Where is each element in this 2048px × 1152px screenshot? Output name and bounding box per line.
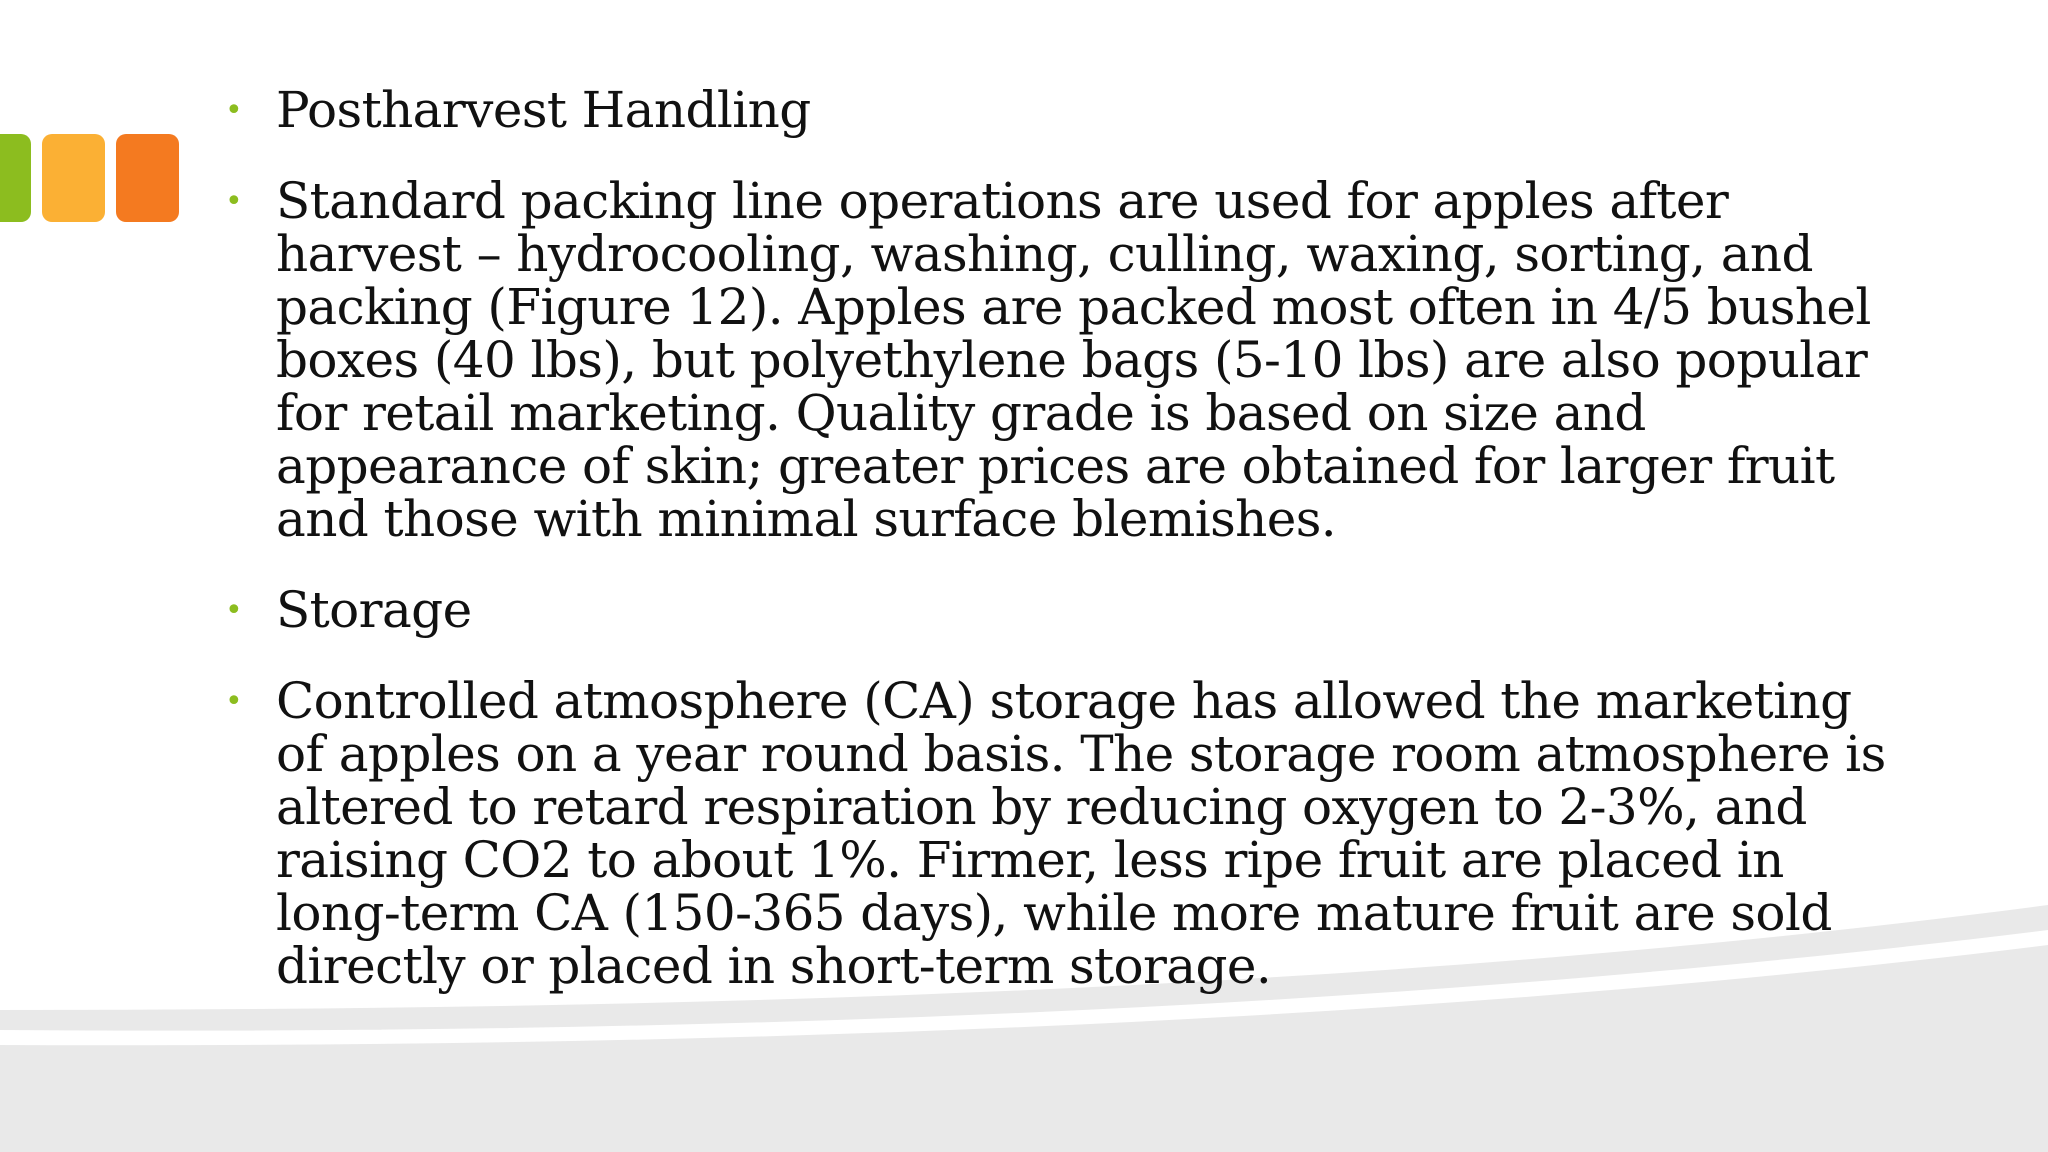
bullet-postharvest-handling <box>216 81 1816 139</box>
slide-content <box>216 81 1886 995</box>
bullet-text-line: boxes (40 lbs), but polyethylene bags (5-10 lbs) are also popular <box>276 331 1868 389</box>
bullet-text-line: directly or placed in short-term storage. <box>276 937 1272 995</box>
bullet-text-line: and those with minimal surface blemishes. <box>276 490 1337 548</box>
bullet-text-line: packing (Figure 12). Apples are packed most often in 4/5 bushel <box>276 278 1871 336</box>
accent-block-green <box>0 134 31 222</box>
bullet-packing-operations <box>216 172 1871 548</box>
bullet-text-line: long-term CA (150-365 days), while more mature fruit are sold <box>276 884 1832 942</box>
bullet-text-line: for retail marketing. Quality grade is based on size and <box>276 384 1646 442</box>
bullet-text-line: altered to retard respiration by reducing oxygen to 2-3%, and <box>276 778 1807 836</box>
accent-block-yellow <box>42 134 105 222</box>
bullet-text-line: Postharvest Handling <box>276 81 811 139</box>
bullet-text-line: of apples on a year round basis. The storage room atmosphere is <box>276 725 1886 783</box>
bullet-storage <box>216 581 1816 639</box>
bullet-text-line: Controlled atmosphere (CA) storage has allowed the marketing <box>276 672 1852 730</box>
bullet-text-line: Storage <box>276 581 472 639</box>
bullet-dot: • <box>225 593 243 628</box>
accent-block-orange <box>116 134 179 222</box>
bullet-text-line: appearance of skin; greater prices are obtained for larger fruit <box>276 437 1835 495</box>
bullet-text-line: harvest – hydrocooling, washing, culling, waxing, sorting, and <box>276 225 1813 283</box>
accent-blocks <box>0 134 180 224</box>
bullet-dot: • <box>225 184 243 219</box>
bullet-dot: • <box>225 684 243 719</box>
bullet-text-line: raising CO2 to about 1%. Firmer, less ripe fruit are placed in <box>276 831 1784 889</box>
bullet-dot: • <box>225 93 243 128</box>
bullet-controlled-atmosphere <box>216 672 1886 995</box>
bullet-text-line: Standard packing line operations are used for apples after <box>276 172 1729 230</box>
